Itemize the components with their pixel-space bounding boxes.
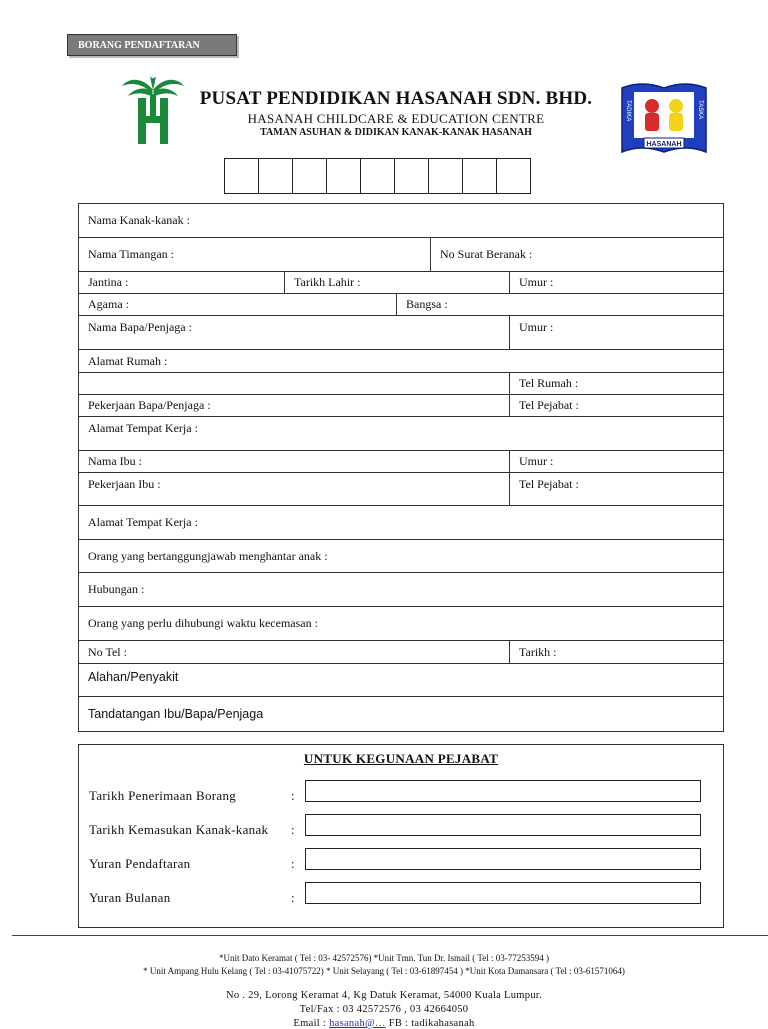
- office-label: Tarikh Penerimaan Borang: [89, 788, 237, 803]
- logo-hasanah-text: HASANAH: [646, 141, 682, 148]
- office-label: Yuran Bulanan: [89, 890, 171, 905]
- digit-box[interactable]: [394, 158, 429, 194]
- office-colon: :: [291, 788, 295, 803]
- company-title: PUSAT PENDIDIKAN HASANAH SDN. BHD.: [199, 88, 593, 109]
- label-nama-kanak: Nama Kanak-kanak :: [88, 213, 190, 227]
- label-nama-bapa: Nama Bapa/Penjaga :: [88, 320, 192, 334]
- office-title: UNTUK KEGUNAAN PEJABAT: [303, 751, 499, 766]
- row-nama-kanak[interactable]: [79, 204, 723, 238]
- digit-box[interactable]: [428, 158, 463, 194]
- row-alamat-kerja-ibu[interactable]: [79, 506, 723, 540]
- label-alahan: Alahan/Penyakit: [88, 670, 179, 684]
- label-kecemasan: Orang yang perlu dihubungi waktu kecemasan :: [88, 616, 318, 630]
- label-tandatangan: Tandatangan Ibu/Bapa/Penjaga: [88, 707, 264, 721]
- tarikh-penerimaan-field[interactable]: [305, 780, 701, 802]
- label-nama-timangan: Nama Timangan :: [88, 247, 174, 261]
- office-colon: :: [291, 856, 295, 871]
- row-nama-ibu[interactable]: [79, 451, 723, 473]
- row-alamat-rumah[interactable]: [79, 350, 723, 373]
- label-nama-ibu: Nama Ibu :: [88, 454, 142, 468]
- office-colon: :: [291, 890, 295, 905]
- label-tel-pejabat-ibu: Tel Pejabat :: [509, 473, 723, 505]
- label-no-surat: No Surat Beranak :: [430, 238, 723, 271]
- yuran-bulanan-field[interactable]: [305, 882, 701, 904]
- row-agama[interactable]: [79, 294, 723, 316]
- row-alahan[interactable]: [79, 664, 723, 697]
- row-tel-rumah[interactable]: [79, 373, 723, 395]
- digit-box[interactable]: [292, 158, 327, 194]
- logo-tadika-letters: TADIKA: [625, 100, 631, 122]
- yuran-pendaftaran-field[interactable]: [305, 848, 701, 870]
- digit-box[interactable]: [224, 158, 259, 194]
- registration-number-boxes[interactable]: [225, 158, 531, 194]
- tadika-taska-logo: [618, 80, 710, 158]
- office-row-kemasukan: [89, 814, 709, 840]
- label-agama: Agama :: [88, 297, 129, 311]
- label-no-tel: No Tel :: [88, 644, 127, 659]
- label-hubungan: Hubungan :: [88, 582, 145, 596]
- row-nama-timangan[interactable]: [79, 238, 723, 272]
- office-row-penerimaan: [89, 780, 709, 806]
- tarikh-kemasukan-field[interactable]: [305, 814, 701, 836]
- digit-box[interactable]: [326, 158, 361, 194]
- row-no-tel[interactable]: [79, 641, 723, 664]
- office-label: Yuran Pendaftaran: [89, 856, 191, 871]
- row-jantina[interactable]: [79, 272, 723, 294]
- row-kecemasan[interactable]: [79, 607, 723, 641]
- registration-form: [78, 203, 724, 732]
- label-umur-ibu: Umur :: [509, 451, 723, 472]
- form-type-tag: BORANG PENDAFTARAN: [67, 34, 237, 56]
- label-tel-pejabat-bapa: Tel Pejabat :: [509, 395, 723, 416]
- office-row-yuran-bulanan: [89, 882, 709, 908]
- label-pekerjaan-bapa: Pekerjaan Bapa/Penjaga :: [88, 398, 211, 412]
- hasanah-palm-logo: [120, 72, 186, 148]
- label-tarikh-lahir: Tarikh Lahir :: [284, 272, 509, 293]
- footer-units-2: * Unit Ampang Hulu Kelang ( Tel : 03-41075722) * Unit Selayang ( Tel : 03-61897454 ) *Unit Kota Damansara ( Tel : 03-61571064): [143, 966, 625, 976]
- company-subtitle: HASANAH CHILDCARE & EDUCATION CENTRE: [247, 111, 545, 126]
- row-tandatangan[interactable]: [79, 697, 723, 731]
- label-bangsa: Bangsa :: [396, 294, 723, 315]
- label-alamat-kerja-ibu: Alamat Tempat Kerja :: [88, 515, 198, 529]
- logo-taska-letters: TASKA: [697, 100, 703, 120]
- email-link[interactable]: hasanah@…: [329, 1018, 386, 1029]
- row-nama-bapa[interactable]: [79, 316, 723, 350]
- label-penghantar: Orang yang bertanggungjawab menghantar anak :: [88, 548, 328, 563]
- digit-box[interactable]: [462, 158, 497, 194]
- label-alamat-kerja-bapa: Alamat Tempat Kerja :: [88, 421, 198, 435]
- office-row-yuran-pendaftaran: [89, 848, 709, 874]
- footer-divider: [12, 935, 768, 936]
- footer-telfax: Tel/Fax : 03 42572576 , 03 42664050: [299, 1004, 469, 1015]
- label-pekerjaan-ibu: Pekerjaan Ibu :: [88, 477, 161, 491]
- email-prefix: Email :: [293, 1018, 330, 1029]
- label-tel-rumah: Tel Rumah :: [509, 373, 723, 394]
- label-umur: Umur :: [509, 272, 723, 293]
- label-tarikh: Tarikh :: [509, 641, 723, 663]
- header: [186, 88, 606, 138]
- digit-box[interactable]: [496, 158, 531, 194]
- row-hubungan[interactable]: [79, 573, 723, 607]
- row-pekerjaan-bapa[interactable]: [79, 395, 723, 417]
- digit-box[interactable]: [360, 158, 395, 194]
- footer-address: No . 29, Lorong Keramat 4, Kg Datuk Keramat, 54000 Kuala Lumpur.: [225, 990, 543, 1001]
- row-alamat-kerja-bapa[interactable]: [79, 417, 723, 451]
- digit-box[interactable]: [258, 158, 293, 194]
- label-alamat-rumah: Alamat Rumah :: [88, 353, 168, 368]
- footer-units-1: *Unit Dato Keramat ( Tel : 03- 42572576) *Unit Tmn. Tun Dr. Ismail ( Tel : 03-77253594 ): [219, 953, 549, 963]
- facebook-text: FB : tadikahasanah: [385, 1018, 475, 1029]
- row-pekerjaan-ibu[interactable]: [79, 473, 723, 506]
- label-jantina: Jantina :: [88, 275, 129, 289]
- office-label: Tarikh Kemasukan Kanak-kanak: [89, 822, 269, 837]
- office-use-section: [78, 744, 724, 928]
- address-continuation: [79, 373, 509, 394]
- company-tagline: TAMAN ASUHAN & DIDIKAN KANAK-KANAK HASANAH: [260, 127, 532, 138]
- office-colon: :: [291, 822, 295, 837]
- row-penghantar[interactable]: [79, 540, 723, 573]
- label-umur-bapa: Umur :: [509, 316, 723, 349]
